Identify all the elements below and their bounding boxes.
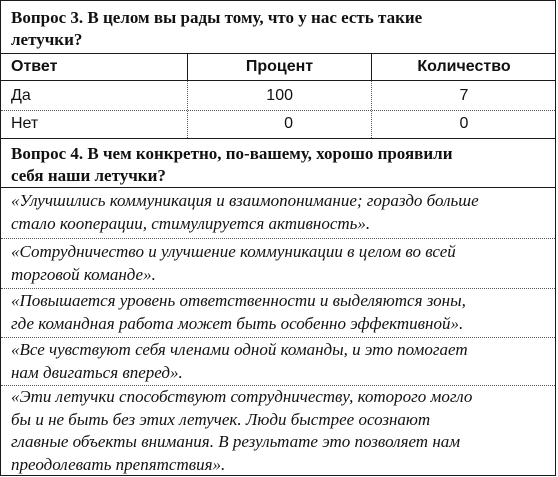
table-cell-count: 0	[459, 115, 469, 132]
answer-quote	[1, 190, 555, 235]
answer-line: бы и не быть без этих летучек. Люди быстрее осознают	[11, 409, 431, 429]
column-divider	[371, 54, 372, 80]
answer-line: «Эти летучки способствуют сотрудничеству, которого могло	[11, 387, 473, 406]
answer-line: «Улучшились коммуникация и взаимопонимание; гораздо больше	[11, 191, 479, 210]
table-cell-percent: 100	[266, 87, 293, 104]
header-answer: Ответ	[11, 58, 58, 75]
answer-line: преодолевать препятствия».	[11, 454, 226, 474]
table-cell-percent: 0	[284, 115, 293, 132]
divider	[1, 80, 555, 81]
divider	[1, 138, 555, 139]
column-divider	[187, 54, 188, 80]
column-divider	[187, 81, 188, 138]
answer-quote	[1, 241, 555, 286]
question3-title	[1, 7, 555, 51]
table-cell-count: 7	[459, 87, 469, 104]
question3-title-line: Вопрос 3. В целом вы рады тому, что у нас есть такие	[11, 8, 423, 27]
answer-line: «Все чувствуют себя членами одной команды, и это помогает	[11, 340, 468, 359]
divider	[1, 187, 555, 188]
question4-title-line: себя наши летучки?	[11, 166, 166, 185]
table-cell-answer: Да	[11, 87, 31, 104]
answer-line: где командная работа может быть особенно эффективной».	[11, 313, 464, 333]
answer-quote	[1, 339, 555, 384]
answer-line: нам двигаться вперед».	[11, 362, 183, 382]
header-count: Количество	[417, 58, 511, 75]
answer-quote	[1, 386, 555, 476]
answer-line: «Повышается уровень ответственности и выделяются зоны,	[11, 291, 466, 310]
row-divider	[1, 238, 555, 239]
answer-line: торговой команде».	[11, 264, 156, 284]
answer-line: стало кооперации, стимулируется активность».	[11, 213, 371, 233]
header-percent: Процент	[245, 58, 314, 75]
question4-title-line: Вопрос 4. В чем конкретно, по-вашему, хорошо проявили	[11, 144, 453, 163]
table-cell-answer: Нет	[11, 115, 39, 132]
question3-title-line: летучки?	[11, 30, 83, 49]
row-divider	[1, 337, 555, 338]
row-divider	[1, 288, 555, 289]
answer-line: главные объекты внимания. В результате это позволяет нам	[11, 432, 461, 451]
answer-line: «Сотрудничество и улучшение коммуникации в целом во всей	[11, 242, 456, 261]
question4-title	[1, 143, 555, 187]
column-divider	[371, 81, 372, 138]
answer-quote	[1, 290, 555, 335]
